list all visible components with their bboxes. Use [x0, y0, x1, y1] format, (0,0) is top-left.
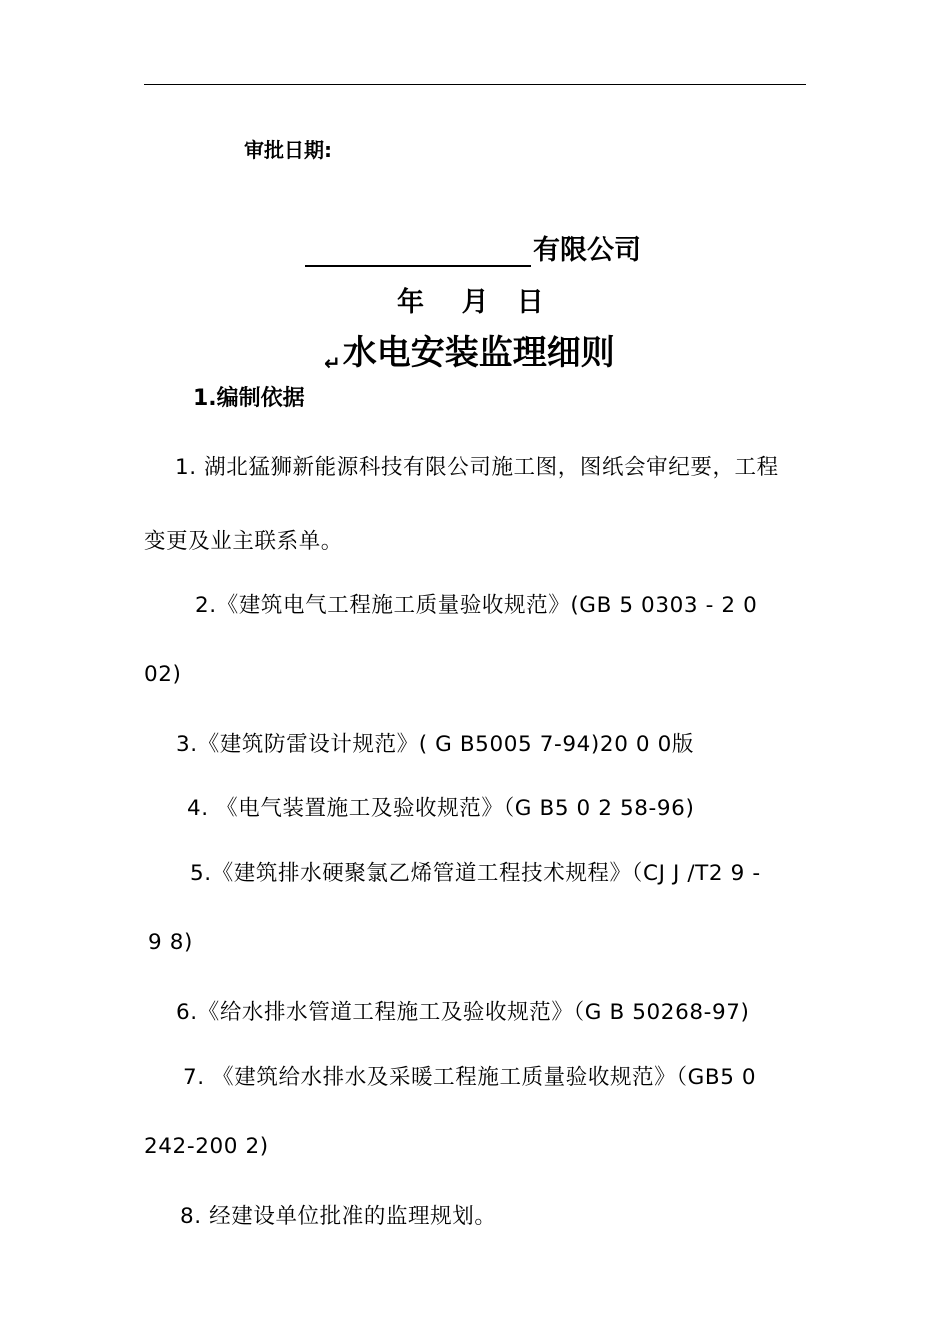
basis-item-1-cont: 变更及业主联系单。	[144, 529, 343, 554]
company-suffix: 有限公司	[533, 235, 641, 266]
paragraph-mark-icon: ↵	[324, 351, 341, 375]
basis-item-4: 4. 《电气装置施工及验收规范》（G B5 0 2 58-96)	[187, 796, 695, 821]
document-title-line	[324, 325, 615, 375]
basis-item-7: 7. 《建筑给水排水及采暖工程施工质量验收规范》（GB5 0	[183, 1065, 757, 1090]
company-name-blank	[305, 231, 531, 267]
basis-item-2-cont: 02)	[144, 662, 182, 687]
section-heading: 1.编制依据	[193, 386, 305, 411]
basis-item-1: 1. 湖北猛狮新能源科技有限公司施工图，图纸会审纪要，工程	[175, 455, 779, 480]
basis-item-8: 8. 经建设单位批准的监理规划。	[180, 1204, 497, 1229]
date-line: 年 月 日	[397, 287, 544, 318]
top-rule	[144, 84, 806, 85]
basis-item-3: 3.《建筑防雷设计规范》( G B5005 7-94)20 0 0版	[176, 732, 694, 757]
basis-item-7-cont: 242-200 2)	[144, 1134, 269, 1159]
basis-item-2: 2.《建筑电气工程施工质量验收规范》(GB 5 0303 - 2 0	[195, 593, 758, 618]
basis-item-5: 5.《建筑排水硬聚氯乙烯管道工程技术规程》（CJ J /T2 9 -	[190, 861, 761, 886]
company-name-line	[305, 228, 641, 267]
basis-item-6: 6.《给水排水管道工程施工及验收规范》（G B 50268-97)	[176, 1000, 750, 1025]
approval-date-label: 审批日期:	[244, 138, 332, 162]
basis-item-5-cont: 9 8)	[148, 930, 193, 955]
document-title: 水电安装监理细则	[342, 333, 615, 373]
